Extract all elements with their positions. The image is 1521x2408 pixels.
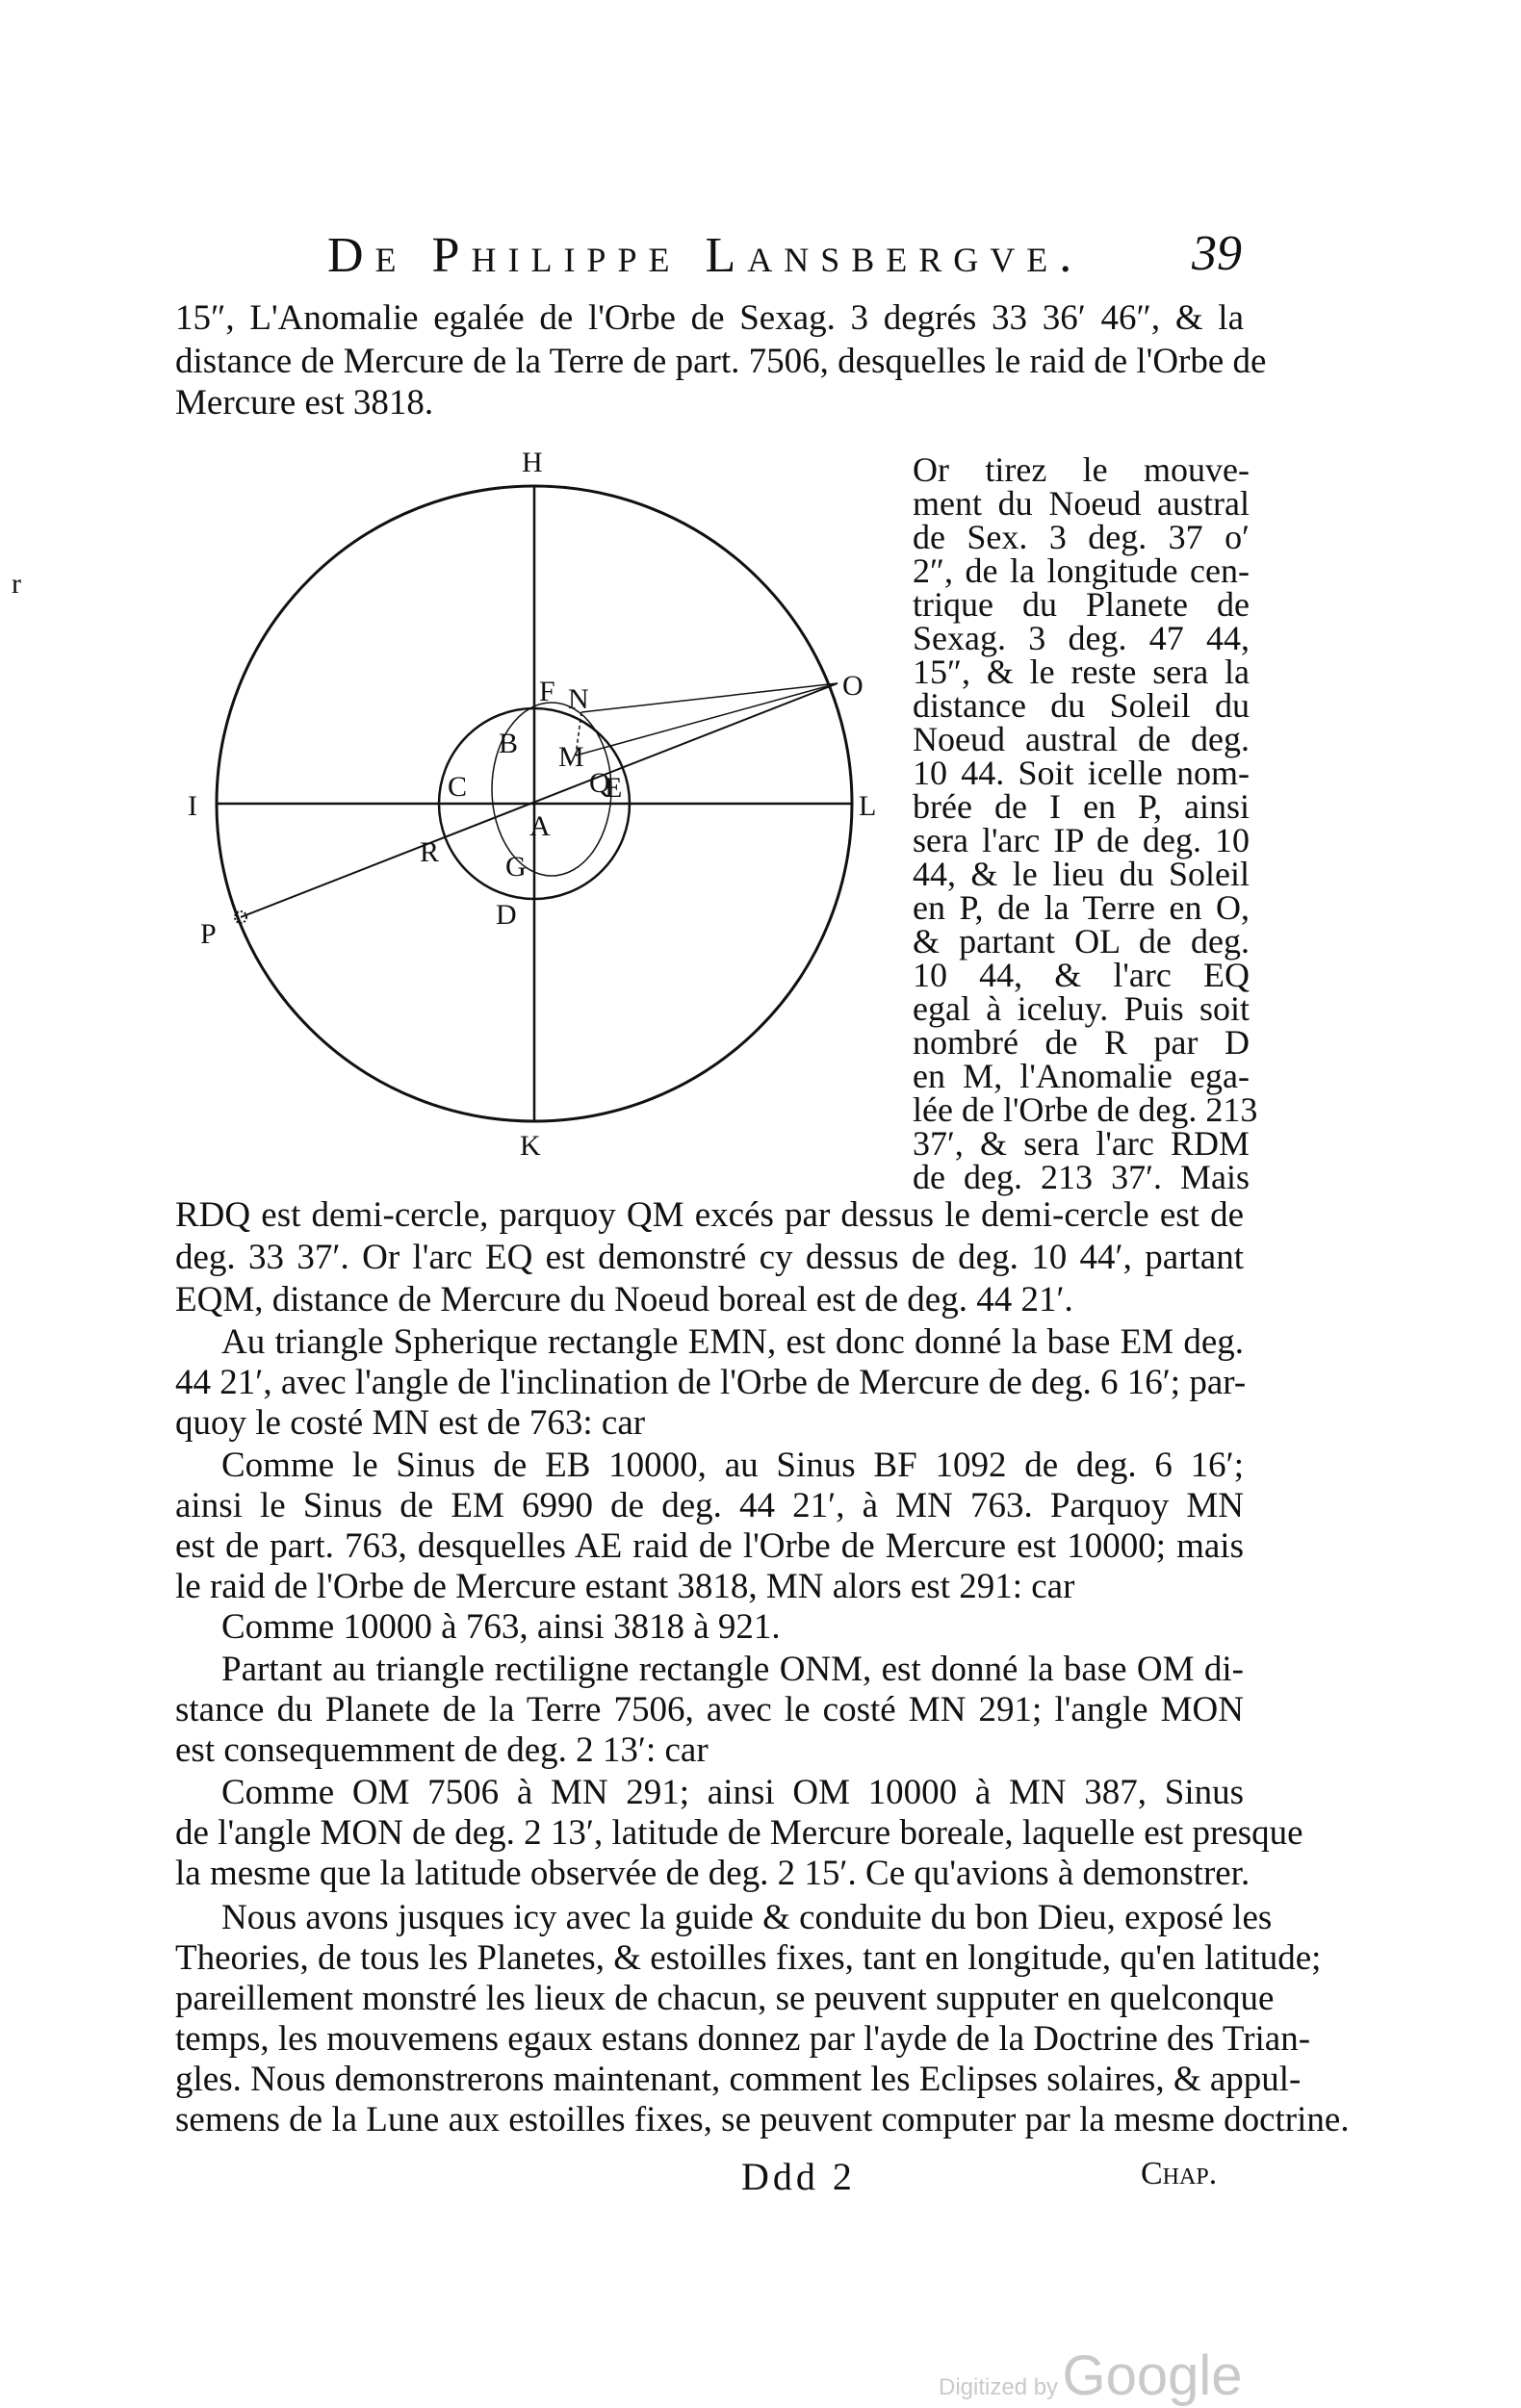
text-line: est consequemment de deg. 2 13′: car — [175, 1730, 709, 1770]
label-f: F — [539, 676, 555, 707]
text-line: lée de l'Orbe de deg. 213 — [913, 1090, 1258, 1129]
signature-mark: Ddd 2 — [741, 2155, 856, 2198]
text-line: Noeud austral de deg. — [913, 720, 1250, 758]
text-line: semens de la Lune aux estoilles fixes, se peuvent computer par la mesme doctrine. — [175, 2100, 1350, 2139]
text-line: Comme le Sinus de EB 10000, au Sinus BF 1092 de deg. 6 16′; — [221, 1446, 1244, 1485]
text-line: 2″, de la longitude cen- — [913, 551, 1250, 590]
text-line: de Sex. 3 deg. 37 o′ — [913, 518, 1250, 556]
text-line: RDQ est demi-cercle, parquoy QM excés par dessus le demi-cercle est de — [175, 1195, 1244, 1235]
text-line: sera l'arc IP de deg. 10 — [913, 821, 1250, 859]
label-g: G — [505, 851, 527, 883]
text-line: Au triangle Spherique rectangle EMN, est donc donné la base EM deg. — [221, 1322, 1244, 1362]
label-h: H — [522, 452, 543, 478]
text-line: stance du Planete de la Terre 7506, avec le costé MN 291; l'angle MON — [175, 1690, 1244, 1729]
text-line: en P, de la Terre en O, — [913, 888, 1250, 927]
label-d: D — [496, 899, 517, 931]
text-line: 10 44, & l'arc EQ — [913, 956, 1250, 994]
text-line: 15″, & le reste sera la — [913, 653, 1250, 691]
label-n: N — [568, 683, 589, 715]
watermark-prefix: Digitized by — [939, 2374, 1059, 2400]
text-line: 15″, L'Anomalie egalée de l'Orbe de Sexag. 3 degrés 33 36′ 46″, & la — [175, 298, 1244, 338]
line-p-o — [241, 683, 838, 917]
text-line: Theories, de tous les Planetes, & estoilles fixes, tant en longitude, qu'en latitude; — [175, 1938, 1322, 1978]
text-line: brée de I en P, ainsi — [913, 787, 1250, 826]
margin-mark: r — [12, 568, 21, 600]
label-b: B — [499, 728, 519, 759]
label-i: I — [188, 790, 197, 822]
text-line: gles. Nous demonstrerons maintenant, comment les Eclipses solaires, & appul- — [175, 2060, 1302, 2099]
label-r: R — [420, 836, 440, 868]
text-line: quoy le costé MN est de 763: car — [175, 1403, 646, 1443]
text-line: 10 44. Soit icelle nom- — [913, 754, 1250, 792]
label-c: C — [448, 771, 468, 803]
text-line: de deg. 213 37′. Mais — [913, 1158, 1250, 1196]
text-line: 44 21′, avec l'angle de l'inclination de l'Orbe de Mercure de deg. 6 16′; par- — [175, 1363, 1247, 1402]
text-line: EQM, distance de Mercure du Noeud boreal est de deg. 44 21′. — [175, 1280, 1073, 1319]
label-l: L — [859, 790, 877, 822]
text-line: Comme OM 7506 à MN 291; ainsi OM 10000 à MN 387, Sinus — [221, 1773, 1244, 1812]
label-a: A — [529, 810, 551, 842]
label-q: Q — [589, 767, 610, 799]
text-line: egal à iceluy. Puis soit — [913, 989, 1250, 1028]
label-m: M — [558, 741, 584, 773]
text-line: ment du Noeud austral — [913, 484, 1250, 523]
label-e: E — [605, 772, 623, 804]
text-line: de l'angle MON de deg. 2 13′, latitude de Mercure boreale, laquelle est presque — [175, 1813, 1303, 1853]
text-line: temps, les mouvemens egaux estans donnez par l'ayde de la Doctrine des Trian- — [175, 2019, 1311, 2059]
text-line: & partant OL de deg. — [913, 922, 1250, 961]
label-k: K — [520, 1130, 541, 1162]
google-logo: Google — [1062, 2344, 1243, 2407]
astronomical-diagram — [173, 452, 905, 1184]
text-line: Nous avons jusques icy avec la guide & conduite du bon Dieu, exposé les — [221, 1898, 1273, 1937]
text-line: distance de Mercure de la Terre de part. 7506, desquelles le raid de l'Orbe de — [175, 342, 1267, 381]
text-line: la mesme que la latitude observée de deg. 2 15′. Ce qu'avions à demonstrer. — [175, 1854, 1250, 1893]
text-line: en M, l'Anomalie ega- — [913, 1057, 1250, 1095]
text-line: est de part. 763, desquelles AE raid de l'Orbe de Mercure est 10000; mais — [175, 1526, 1244, 1566]
text-line: Partant au triangle rectiligne rectangle ONM, est donné la base OM di- — [221, 1650, 1244, 1689]
line-m-o — [576, 683, 838, 756]
text-line: ainsi le Sinus de EM 6990 de deg. 44 21′, à MN 763. Parquoy MN — [175, 1486, 1244, 1525]
digitization-watermark — [939, 2344, 1243, 2408]
text-line: le raid de l'Orbe de Mercure estant 3818, MN alors est 291: car — [175, 1567, 1075, 1606]
text-line: 37′, & sera l'arc RDM — [913, 1124, 1250, 1163]
text-line: Or tirez le mouve- — [913, 450, 1250, 489]
text-line: Comme 10000 à 763, ainsi 3818 à 921. — [221, 1607, 781, 1647]
text-line: Sexag. 3 deg. 47 44, — [913, 619, 1250, 657]
text-line: trique du Planete de — [913, 585, 1250, 624]
text-line: Mercure est 3818. — [175, 383, 434, 423]
text-line: deg. 33 37′. Or l'arc EQ est demonstré cy dessus de deg. 10 44′, partant — [175, 1238, 1244, 1277]
text-line: distance du Soleil du — [913, 686, 1250, 725]
text-line: nombré de R par D — [913, 1023, 1250, 1062]
catchword: Chap. — [1141, 2156, 1218, 2191]
text-line: 44, & le lieu du Soleil — [913, 855, 1250, 893]
label-o: O — [842, 670, 864, 702]
text-line: pareillement monstré les lieux de chacun, se peuvent supputer en quelconque — [175, 1979, 1275, 2018]
running-header: De Philippe Lansbergve. — [327, 228, 1084, 283]
page-number: 39 — [1192, 226, 1242, 281]
label-p: P — [200, 918, 217, 950]
